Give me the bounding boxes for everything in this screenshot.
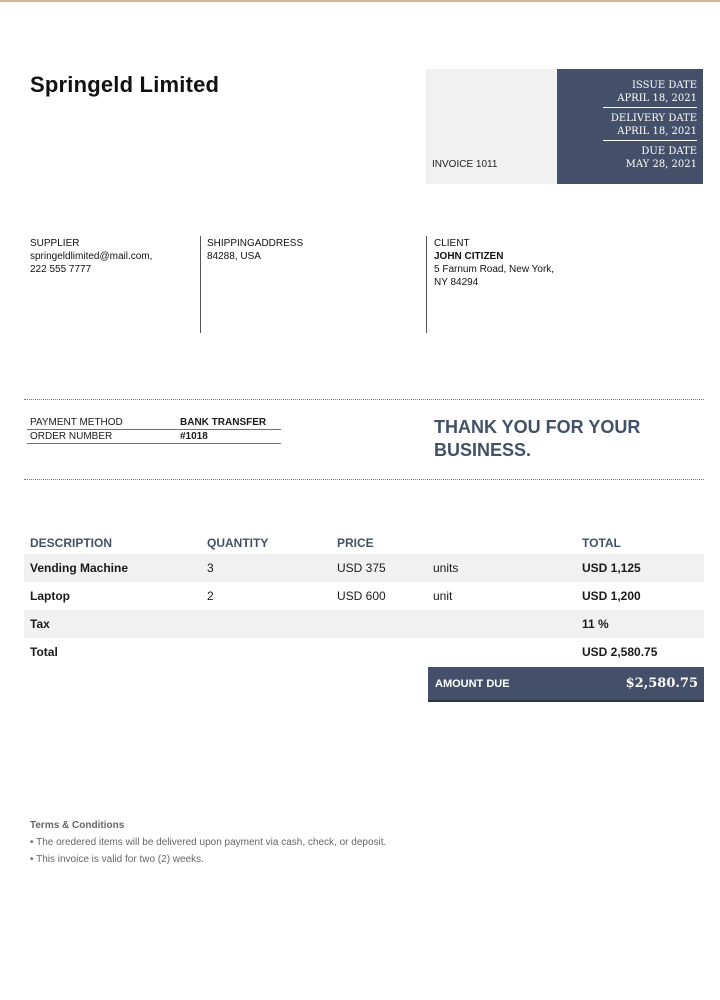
delivery-date-value: APRIL 18, 2021 [617,126,697,137]
due-date-label: DUE DATE [641,146,697,157]
header-description: DESCRIPTION [30,536,113,550]
issue-date-value: APRIL 18, 2021 [617,93,697,104]
order-number-row [27,430,281,444]
payment-method-row [27,416,281,430]
grand-total-row [24,638,704,666]
column-divider [200,236,201,333]
terms-title: Terms & Conditions [30,820,125,831]
column-divider [426,236,427,333]
header-quantity: QUANTITY [207,536,269,550]
item-price: USD 375 [337,561,386,575]
item-price: USD 600 [337,589,386,603]
thank-you-message: THANK YOU FOR YOUR BUSINESS. [434,417,641,460]
delivery-date-group [557,112,697,141]
terms-section [30,817,386,868]
supplier-label: SUPPLIER [30,238,80,249]
item-total: USD 1,200 [582,589,641,603]
section-divider [24,479,704,480]
supplier-block [30,237,152,276]
header-total: TOTAL [582,536,621,550]
client-address-line2: NY 84294 [434,277,479,288]
tax-value: 11 % [582,617,609,631]
item-description: Vending Machine [30,561,129,575]
payment-method-label: PAYMENT METHOD [30,417,123,428]
item-unit: unit [433,589,453,603]
invoice-number: INVOICE 1011 [432,159,498,170]
client-block [434,237,554,289]
items-table [24,532,704,666]
grand-total-label: Total [30,645,58,659]
due-date-value: MAY 28, 2021 [625,159,697,170]
dates-panel [557,69,703,184]
date-divider [603,107,697,108]
amount-due-box [428,667,704,702]
terms-line: • The oredered items will be delivered upon payment via cash, check, or deposit. [30,837,387,848]
date-divider [603,140,697,141]
grand-total-value: USD 2,580.75 [582,645,658,659]
shipping-block [207,237,303,263]
order-number-value: #1018 [180,431,208,442]
issue-date-group [557,79,697,108]
payment-method-value: BANK TRANSFER [180,417,267,428]
order-number-label: ORDER NUMBER [30,431,113,442]
section-divider [24,399,704,400]
item-quantity: 2 [207,589,214,603]
item-unit: units [433,561,459,575]
amount-due-label: AMOUNT DUE [435,678,510,690]
client-address-line1: 5 Farnum Road, New York, [434,264,555,275]
due-date-group [557,145,697,171]
delivery-date-label: DELIVERY DATE [610,113,697,124]
shipping-label: SHIPPINGADDRESS [207,238,304,249]
table-row [24,582,704,610]
item-description: Laptop [30,589,70,603]
amount-due-value: $2,580.75 [625,676,698,691]
supplier-email: springeldlimited@mail.com, [30,251,153,262]
client-name: JOHN CITIZEN [434,251,504,262]
client-label: CLIENT [434,238,470,249]
shipping-address: 84288, USA [207,251,261,262]
tax-row [24,610,704,638]
item-total: USD 1,125 [582,561,641,575]
payment-info-table [27,416,281,444]
terms-line: • This invoice is valid for two (2) weeks. [30,854,204,865]
item-quantity: 3 [207,561,214,575]
items-header-row [24,532,704,554]
issue-date-label: ISSUE DATE [631,80,697,91]
tax-label: Tax [30,617,50,631]
supplier-phone: 222 555 7777 [30,264,92,275]
company-name: Springeld Limited [30,72,220,97]
header-price: PRICE [337,536,374,550]
table-row [24,554,704,582]
